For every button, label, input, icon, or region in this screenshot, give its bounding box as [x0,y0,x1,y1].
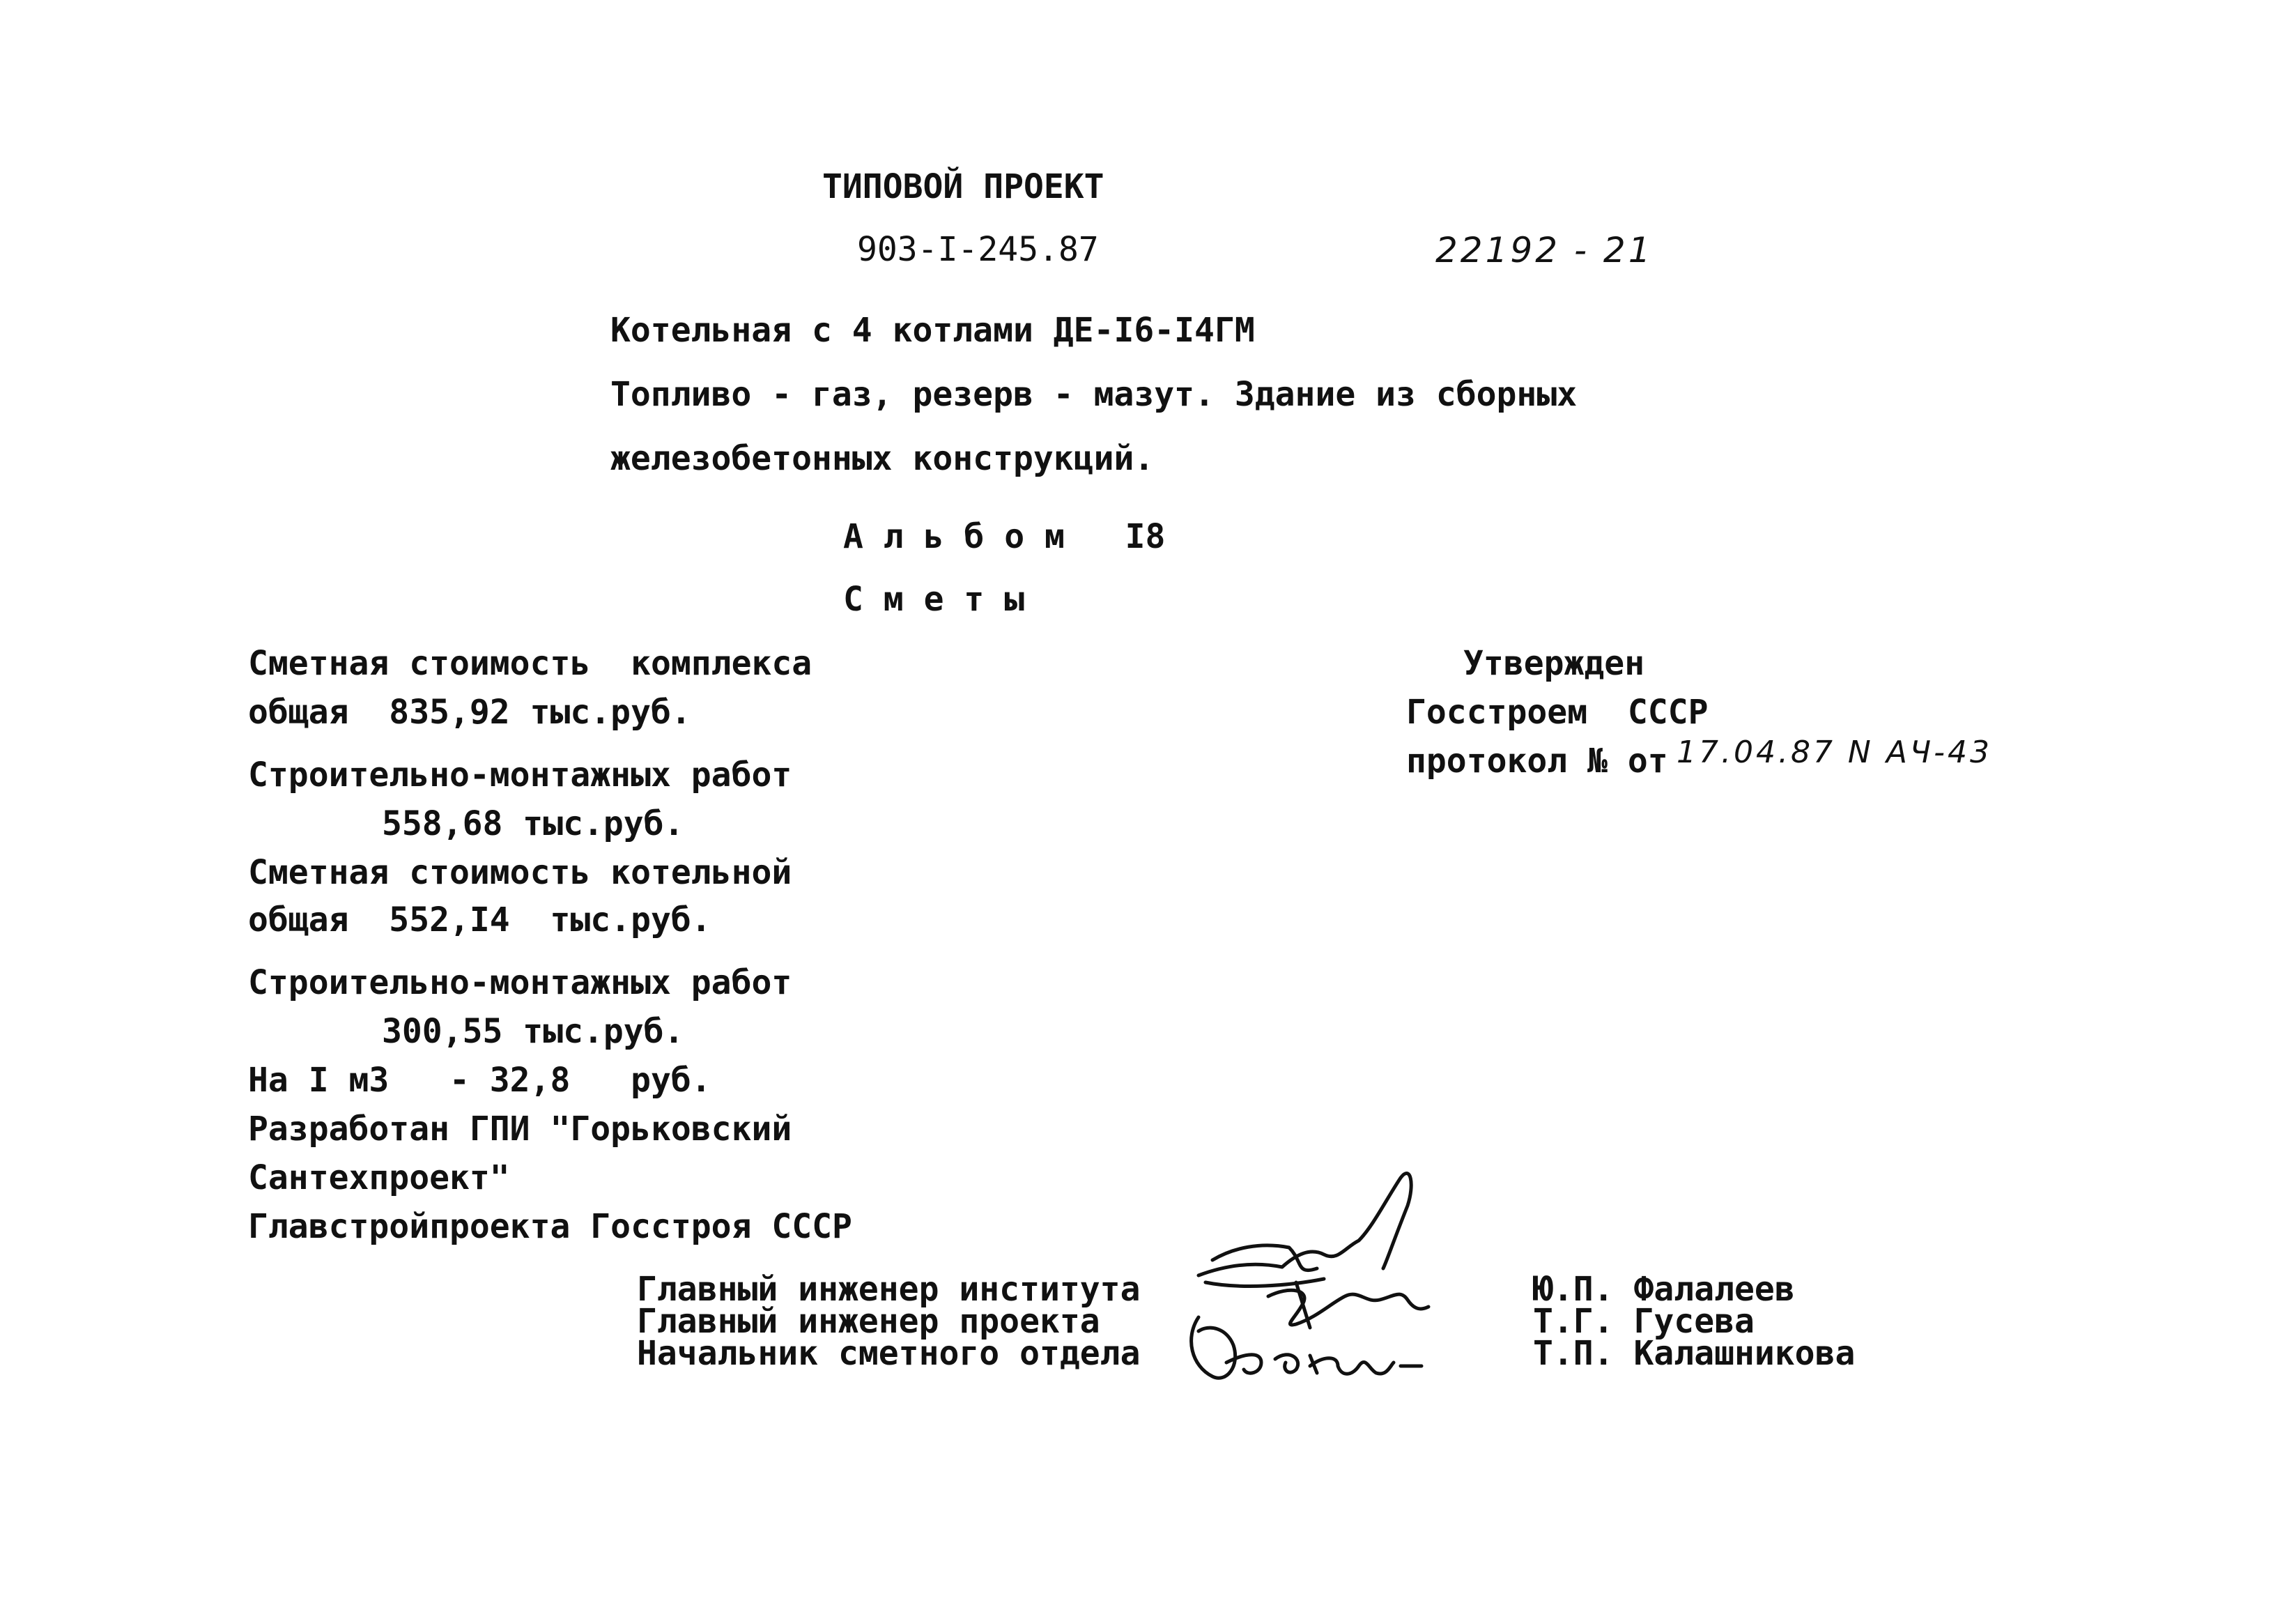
signatory-name-2: Т.Г. Гусева [1533,1302,1755,1341]
boiler-smr-value: 300,55 тыс.руб. [382,1012,684,1051]
complex-smr-value: 558,68 тыс.руб. [382,804,684,843]
signatory-role-3: Начальник сметного отдела [637,1334,1141,1373]
project-number: 903-I-245.87 [857,230,1099,269]
cost-per-m3: На I м3 - 32,8 руб. [248,1061,711,1100]
developer-line-3: Главстройпроекта Госстроя СССР [248,1207,852,1246]
doc-type-heading: ТИПОВОЙ ПРОЕКТ [822,167,1104,206]
complex-cost-title: Сметная стоимость комплекса [248,644,812,683]
signatory-role-1: Главный инженер института [637,1270,1141,1309]
description-line-3: железобетонных конструкций. [610,439,1155,478]
developer-line-1: Разработан ГПИ "Горьковский [248,1110,792,1149]
signatory-name-3: Т.П. Калашникова [1533,1334,1856,1373]
signatory-role-2: Главный инженер проекта [637,1302,1100,1341]
album-subtitle: С м е т ы [843,580,1025,619]
signatory-name-1: Ю.П. Фалалеев [1533,1270,1795,1309]
description-line-2: Топливо - газ, резерв - мазут. Здание из сборных [610,375,1578,414]
approval-handwritten-date: 17.04.87 N АЧ-43 [1677,735,1992,770]
registration-number: 22192 - 21 [1435,230,1654,270]
boiler-cost-title: Сметная стоимость котельной [248,853,792,892]
approval-line-3-prefix: протокол № от [1406,742,1668,781]
album-label: А л ь б о м I8 [843,517,1166,556]
boiler-cost-total: общая 552,I4 тыс.руб. [248,900,711,939]
description-line-1: Котельная с 4 котлами ДЕ-I6-I4ГМ [610,311,1255,350]
developer-line-2: Сантехпроект" [248,1158,510,1197]
complex-cost-total: общая 835,92 тыс.руб. [248,693,691,732]
complex-smr-label: Строительно-монтажных работ [248,755,792,795]
approval-line-1: Утвержден [1463,644,1645,683]
boiler-smr-label: Строительно-монтажных работ [248,963,792,1002]
approval-line-2: Госстроем СССР [1406,693,1709,732]
